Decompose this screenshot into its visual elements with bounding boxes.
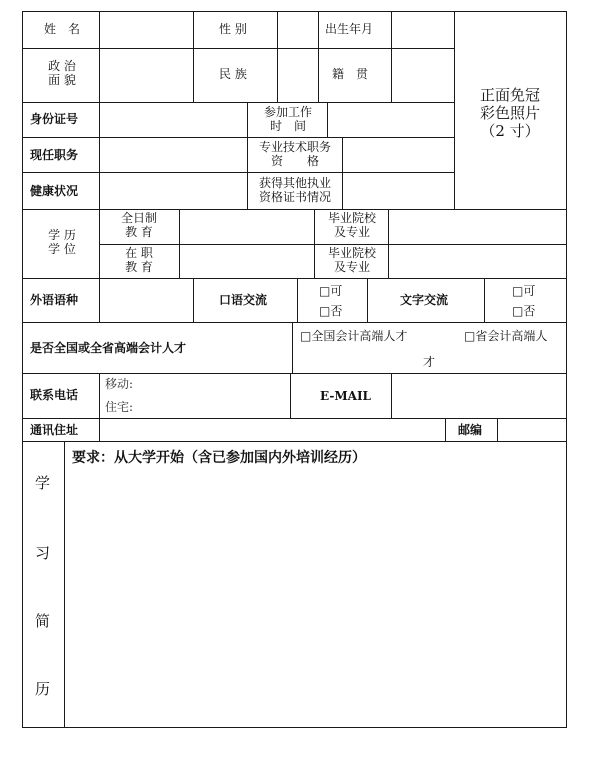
col-line-r45-c	[342, 137, 343, 209]
col-line-addr-c	[497, 418, 498, 441]
label-email: E-MAIL	[320, 389, 371, 403]
checkbox-written-no[interactable]: □否	[512, 304, 536, 318]
label-home: 住宅:	[105, 400, 134, 414]
label-school-major-2: 毕业院校 及专业	[327, 246, 376, 274]
col-line-lang-e	[484, 278, 485, 322]
checkbox-talent-national[interactable]: □全国会计高端人才	[300, 329, 408, 343]
col-line-r12-c	[277, 11, 278, 102]
label-gender: 性 别	[219, 22, 247, 36]
row-line-edu-mid	[99, 244, 567, 245]
row-line-2	[22, 102, 454, 103]
label-birth: 出生年月	[325, 22, 374, 36]
row-line-6	[22, 278, 567, 279]
col-line-r3-c	[327, 102, 328, 137]
row-line-8	[22, 373, 567, 374]
label-talent-province-tail: 才	[423, 355, 436, 369]
col-line-lang-c	[297, 278, 298, 322]
label-language: 外语语种	[30, 293, 79, 307]
label-current-post: 现任职务	[30, 148, 79, 162]
col-line-r12-e	[391, 11, 392, 102]
checkbox-talent-province[interactable]: □省会计高端人	[464, 329, 548, 343]
label-postcode: 邮编	[458, 423, 483, 437]
label-talent-question: 是否全国或全省高端会计人才	[30, 341, 187, 355]
label-native-place: 籍 贯	[332, 67, 369, 81]
col-line-phone-c	[391, 373, 392, 418]
label-name: 姓 名	[44, 22, 81, 36]
col-line-r12-a	[99, 11, 100, 102]
label-resume-char-1: 学	[35, 474, 51, 492]
label-education: 学 历 学 位	[48, 228, 76, 256]
checkbox-oral-no[interactable]: □否	[319, 304, 343, 318]
label-oral: 口语交流	[219, 293, 268, 307]
outer-border-top	[22, 11, 567, 12]
label-inservice: 在 职 教 育	[125, 246, 153, 274]
col-line-phone-a	[99, 373, 100, 418]
label-address: 通讯住址	[30, 423, 79, 437]
col-line-addr-a	[99, 418, 100, 441]
row-line-7	[22, 322, 567, 323]
label-resume-char-2: 习	[35, 544, 51, 562]
label-school-major-1: 毕业院校 及专业	[327, 211, 376, 239]
checkbox-written-yes[interactable]: □可	[512, 284, 536, 298]
row-line-3	[22, 137, 454, 138]
row-line-1	[22, 48, 454, 49]
label-political: 政 治 面 貌	[48, 59, 76, 87]
col-line-edu-c	[314, 209, 315, 278]
label-health: 健康状况	[30, 184, 79, 198]
col-line-lang-a	[99, 278, 100, 322]
resume-requirement: 要求：从大学开始（含已参加国内外培训经历）	[72, 450, 366, 466]
col-line-r12-d	[318, 11, 319, 102]
checkbox-oral-yes[interactable]: □可	[319, 284, 343, 298]
col-line-r12-b	[193, 11, 194, 102]
photo-left-border	[454, 11, 455, 209]
col-line-addr-b	[445, 418, 446, 441]
outer-border-bottom	[22, 727, 567, 728]
label-resume-char-4: 历	[35, 680, 51, 698]
col-line-edu-b	[179, 209, 180, 278]
col-line-talent	[292, 322, 293, 373]
col-line-phone-b	[290, 373, 291, 418]
row-line-4	[22, 172, 454, 173]
outer-border-left	[22, 11, 23, 727]
label-phone: 联系电话	[30, 388, 79, 402]
row-line-9	[22, 418, 567, 419]
col-line-edu-a	[99, 209, 100, 278]
label-fulltime: 全日制 教 育	[120, 211, 157, 239]
label-other-cert: 获得其他执业 资格证书情况	[258, 176, 331, 204]
col-line-lang-d	[367, 278, 368, 322]
col-line-r345-b	[247, 102, 248, 209]
photo-placeholder: 正面免冠 彩色照片 （2 寸）	[479, 86, 540, 140]
col-line-edu-d	[388, 209, 389, 278]
row-line-5	[22, 209, 567, 210]
label-resume-char-3: 简	[35, 612, 51, 630]
row-line-10	[22, 441, 567, 442]
label-id-number: 身份证号	[30, 112, 79, 126]
col-line-resume	[64, 441, 65, 727]
label-mobile: 移动:	[105, 377, 134, 391]
label-tech-title: 专业技术职务 资 格	[258, 140, 331, 168]
label-work-start: 参加工作 时 间	[263, 105, 312, 133]
col-line-lang-b	[193, 278, 194, 322]
label-ethnicity: 民 族	[219, 67, 247, 81]
col-line-r345-a	[99, 102, 100, 209]
outer-border-right	[566, 11, 567, 727]
label-written: 文字交流	[400, 293, 449, 307]
